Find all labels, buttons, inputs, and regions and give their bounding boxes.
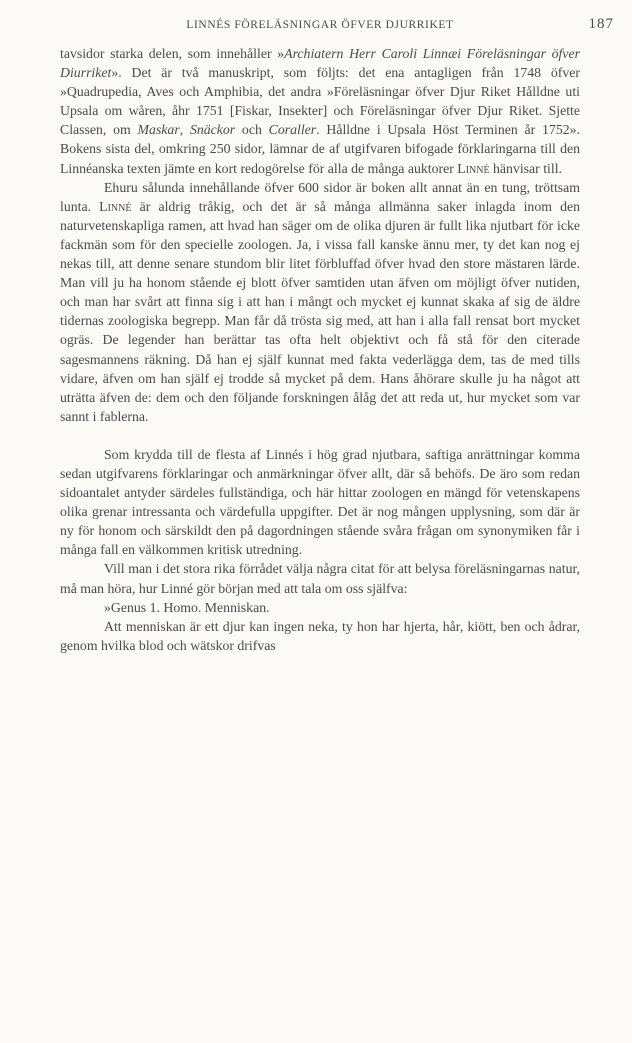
- running-title: LINNÉS FÖRELÄSNINGAR ÖFVER DJURRIKET: [186, 19, 454, 31]
- running-header: [60, 16, 614, 36]
- paragraph: Som krydda till de flesta af Linnés i hög grad njutbara, saftiga anrättningar komma sedan utgifvarens förklaringar och anmärkningar öfver allt, där så behöfs. De äro som redan sidoantalet antyder särdeles fullständiga, och här hittar zoologen en mängd för vetenskapens olika grenar intressanta och värdefulla uppgifter. Det är nog mången upplysning, som där är ny för honom och särskildt den på dagordningen stående svåra frågan om synonymiken får i många fall en välkommen kritisk utredning.: [60, 446, 580, 558]
- author-name: Linné: [99, 198, 132, 214]
- text-run: är aldrig tråkig, och det är så många allmänna saker inlagda inom den naturvetenskapliga ramen, att hvad han säger om de olika djuren är fullt lika njutbart för icke fackmän som för den specielle zoologen. Ja, i vissa fall kanske ännu mer, ty det kan nog ej nekas till, att denne senare stundom blir litet förbluffad öfver hvad den store mästaren lärde. Man vill ju ha honom stående ej blott öfver samtiden utan äfven om möjligt öfver nutiden, och man har svårt att finna sig i att han i mångt och mycket ej kunnat skaka af sig de äldre tidernas zoologiska begrepp. Man får då trösta sig med, att han i alla fall rensat bort mycket ogräs. De legender han berättar tas ofta helt objektivt och få stå för den citerade sagesmannens räkning. Då han ej själf kunnat med fakta vederlägga dem, tas de med tills vidare, äfven om han själf ej trodde så mycket på dem. Hans åhörare skulle ju ha något att uträtta äfven de: dem och den följande forskningen ålåg det att reda ut, hur mycket som var sannt i fablerna.: [60, 198, 580, 424]
- text-run: och: [235, 122, 269, 138]
- text-run: tavsidor starka delen, som innehåller »: [60, 46, 285, 61]
- text-run: ,: [179, 122, 190, 138]
- text-run: Ehuru sålunda innehållande öfver 600 sidor är boken allt annat än en tung, tröttsam lunta.: [60, 179, 580, 214]
- quote-paragraph: Att menniskan är ett djur kan ingen neka, ty hon har hjerta, hår, kiött, ben och ådrar, genom hvilka blod och wätskor drifvas: [60, 618, 580, 653]
- quote-heading: »Genus 1. Homo. Menniskan.: [104, 599, 270, 615]
- paragraph: [60, 178, 580, 426]
- italic-term: Snäckor: [189, 122, 236, 138]
- italic-term: Coraller: [268, 122, 317, 138]
- text-run: hänvisar till.: [489, 160, 562, 176]
- author-name: Linné: [457, 160, 490, 176]
- paragraph-continuation: [60, 44, 580, 178]
- text-run: ». Det är två manuskript, som följts: det ena antagligen från 1748 öfver »Quadrupedia, Aves och Amphibia, det andra »Föreläsningar öfver Djur Riket Hålldne uti Upsala om wåren, åhr 1751 [Fiskar, Insekter] och Föreläsningar öfver Djur Riket. Sjette Classen, om: [60, 65, 580, 138]
- text-run: . Hålldne i Upsala Höst Terminen år 1752». Bokens sista del, omkring 250 sidor, lämnar de af utgifvaren bifogade förklaringarna till den Linnéanska texten jämte en kort redogörelse för alla de många auktorer: [60, 122, 580, 176]
- paragraph: Vill man i det stora rika förrådet välja några citat för att belysa föreläsningarnas natur, må man höra, hur Linné gör början med att tala om oss själfva:: [60, 561, 580, 596]
- page-number: 187: [588, 16, 614, 32]
- manuscript-title: Archiatern Herr Caroli Linnæi Föreläsningar öfver Diurriket: [60, 46, 580, 81]
- italic-term: Maskar: [137, 122, 180, 138]
- body-text: [60, 44, 580, 655]
